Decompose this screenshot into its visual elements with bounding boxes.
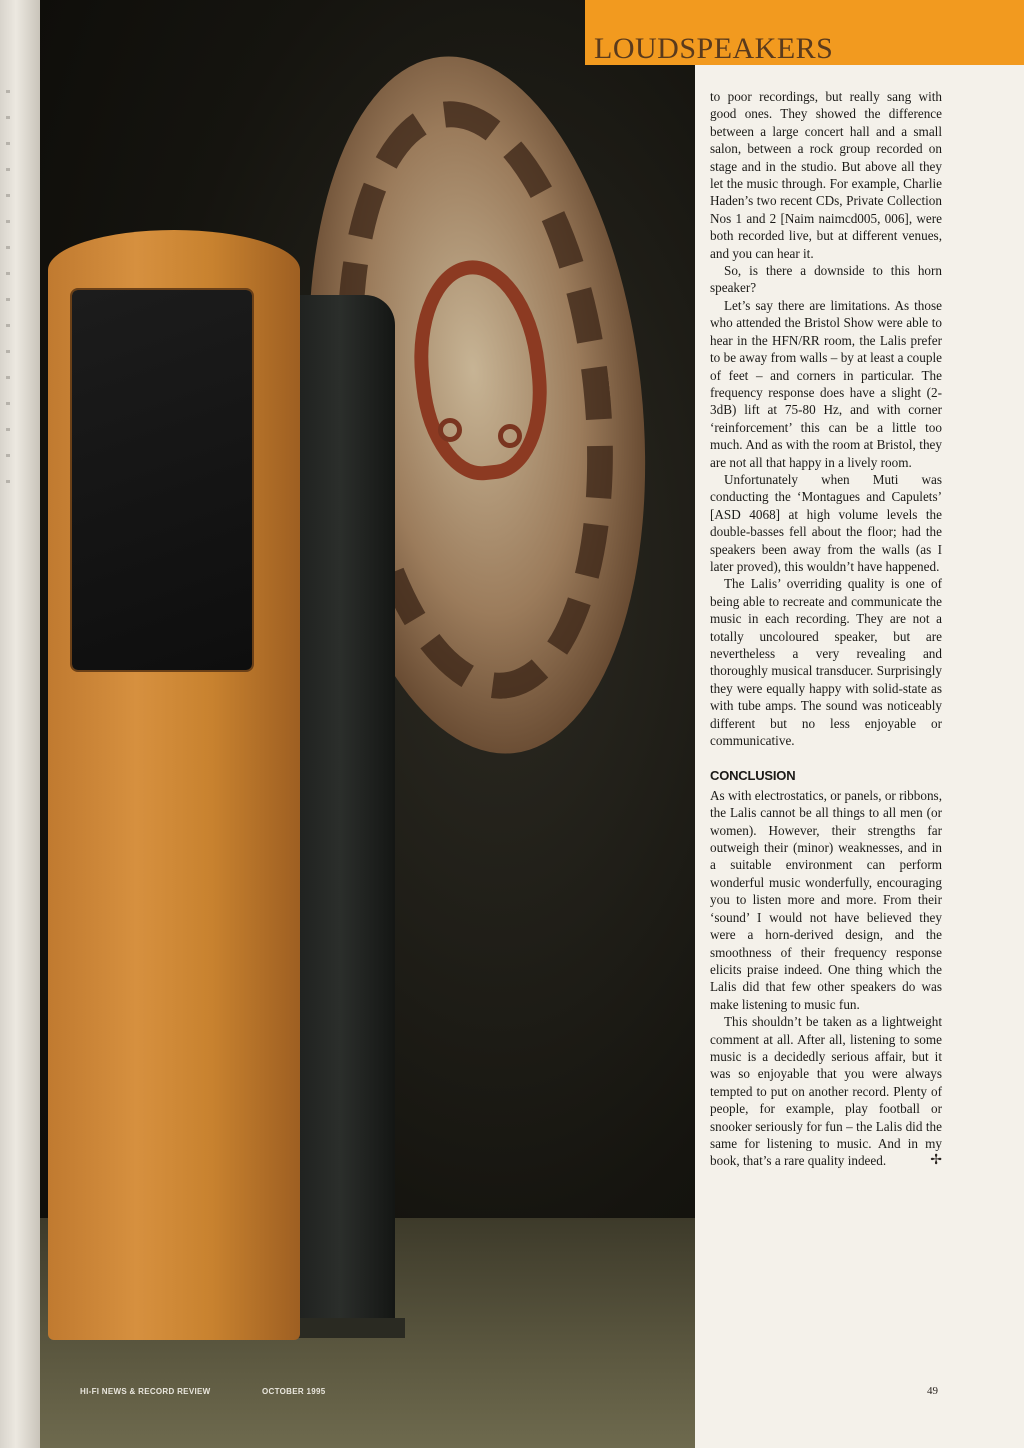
loudspeaker-grille xyxy=(72,290,252,670)
page-spine-edge xyxy=(0,0,40,1448)
article-paragraph: So, is there a downside to this horn speaker? xyxy=(710,263,942,296)
mask-right-eye xyxy=(498,424,522,448)
article-paragraph: The Lalis’ overriding quality is one of being able to recreate and communicate the music in each recording. They are not a totally uncoloured speaker, but are nevertheless a very revealing and thoroughly musical transducer. Surprisingly they were equally happy with solid-state as with tube amps. The sound was noticeably different but no less enjoyable or communicative. xyxy=(710,576,942,749)
conclusion-paragraph-text: This shouldn’t be taken as a lightweight comment at all. After all, listening to some music is a decidedly serious affair, but it was so enjoyable that you were always tempted to put on another record. Plenty of people, for example, play football or snooker seriously for fun – the Lalis did the same for listening to music. And in my book, that’s a rare quality indeed. xyxy=(710,1014,942,1169)
page-number: 49 xyxy=(927,1385,938,1397)
loudspeaker-cabinet xyxy=(48,230,300,1340)
publication-name: HI-FI NEWS & RECORD REVIEW xyxy=(80,1387,211,1396)
opposite-page-text-edge xyxy=(6,90,10,490)
end-mark-icon: ✢ xyxy=(930,1152,942,1169)
conclusion-paragraph: As with electrostatics, or panels, or ribbons, the Lalis cannot be all things to all men (or women). However, their strengths far outweigh their (minor) weaknesses, and in a suitable environment can perform wonderful music wonderfully, encouraging you to listen more and more. From their ‘sound’ I would not have believed they were a horn-derived design, and the smoothness of their frequency response elicits praise indeed. One thing which the Lalis did that few other speakers do was make listening to music fun. xyxy=(710,787,942,1012)
issue-date: OCTOBER 1995 xyxy=(262,1387,326,1396)
section-title: LOUDSPEAKERS xyxy=(594,32,834,65)
article-paragraph: to poor recordings, but really sang with good ones. They showed the difference between a large concert hall and a small salon, between a rock group recorded on stage and in the studio. But above all they let the music through. For example, Charlie Haden’s two recent CDs, Private Collection Nos 1 and 2 [Naim naimcd005, 006], were both recorded live, but at different venues, and you can hear it. xyxy=(710,89,942,261)
mask-left-eye xyxy=(438,418,462,442)
conclusion-paragraph xyxy=(710,1013,942,1170)
article-body xyxy=(710,88,942,1170)
conclusion-heading: CONCLUSION xyxy=(710,768,796,784)
article-paragraph: Unfortunately when Muti was conducting the ‘Montagues and Capulets’ [ASD 4068] at high volume levels the double-basses fell about the floor; had the speakers been away from the walls (as I later proved), this wouldn’t have happened. xyxy=(710,471,942,574)
loudspeaker-side-panel xyxy=(285,295,395,1320)
article-paragraph: Let’s say there are limitations. As those who attended the Bristol Show were able to hear in the HFN/RR room, the Lalis prefer to be away from walls – by at least a couple of feet – and corners in particular. The frequency response does have a slight (2-3dB) lift at 75-80 Hz, and with corner ‘reinforcement’ this can be a little too much. And as with the room at Bristol, they are not all that happy in a lively room. xyxy=(710,297,942,470)
speaker-photograph xyxy=(40,0,695,1448)
